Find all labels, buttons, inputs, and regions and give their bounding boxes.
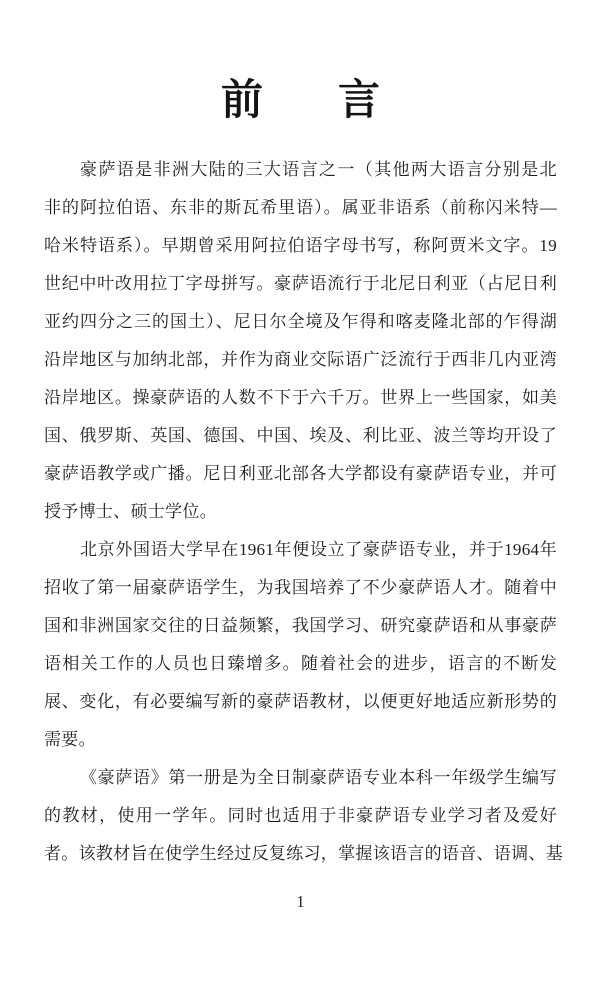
text-line: 非的阿拉伯语、东非的斯瓦希里语）。属亚非语系（前称闪米特— [44, 198, 557, 217]
text-line: 国和非洲国家交往的日益频繁，我国学习、研究豪萨语和从事豪萨 [44, 616, 557, 635]
text-line: 豪萨语教学或广播。尼日利亚北部各大学都设有豪萨语专业，并可 [44, 464, 557, 483]
text-line: 沿岸地区与加纳北部，并作为商业交际语广泛流行于西非几内亚湾 [44, 350, 557, 369]
paragraph [44, 151, 557, 531]
text-line: 亚约四分之三的国土）、尼日尔全境及乍得和喀麦隆北部的乍得湖 [44, 312, 557, 331]
text-line: 展、变化，有必要编写新的豪萨语教材，以便更好地适应新形势的 [44, 692, 557, 711]
text-body [44, 151, 563, 873]
text-line: 的教材，使用一学年。同时也适用于非豪萨语专业学习者及爱好 [44, 806, 557, 825]
text-line: 者。该教材旨在使学生经过反复练习，掌握该语言的语音、语调、基 [44, 844, 563, 863]
text-line: 北京外国语大学早在1961年便设立了豪萨语专业，并于1964年 [80, 540, 557, 559]
page-title [0, 76, 601, 126]
text-line: 沿岸地区。操豪萨语的人数不下于六千万。世界上一些国家，如美 [44, 388, 557, 407]
paragraph [44, 759, 563, 873]
text-line: 豪萨语是非洲大陆的三大语言之一（其他两大语言分别是北 [80, 160, 557, 179]
text-line: 《豪萨语》第一册是为全日制豪萨语专业本科一年级学生编写 [80, 768, 557, 787]
text-line: 语相关工作的人员也日臻增多。随着社会的进步，语言的不断发 [44, 654, 557, 673]
text-line: 授予博士、硕士学位。 [44, 502, 217, 521]
text-line: 世纪中叶改用拉丁字母拼写。豪萨语流行于北尼日利亚（占尼日利 [44, 274, 557, 293]
text-line: 需要。 [44, 730, 96, 749]
text-line: 招收了第一届豪萨语学生，为我国培养了不少豪萨语人才。随着中 [44, 578, 557, 597]
text-line: 哈米特语系）。早期曾采用阿拉伯语字母书写，称阿贾米文字。19 [44, 236, 557, 255]
paragraph [44, 531, 557, 759]
title-char: 前 [220, 78, 263, 124]
text-line: 国、俄罗斯、英国、德国、中国、埃及、利比亚、波兰等均开设了 [44, 426, 557, 445]
page-number: 1 [296, 892, 305, 911]
title-char: 言 [338, 78, 381, 124]
